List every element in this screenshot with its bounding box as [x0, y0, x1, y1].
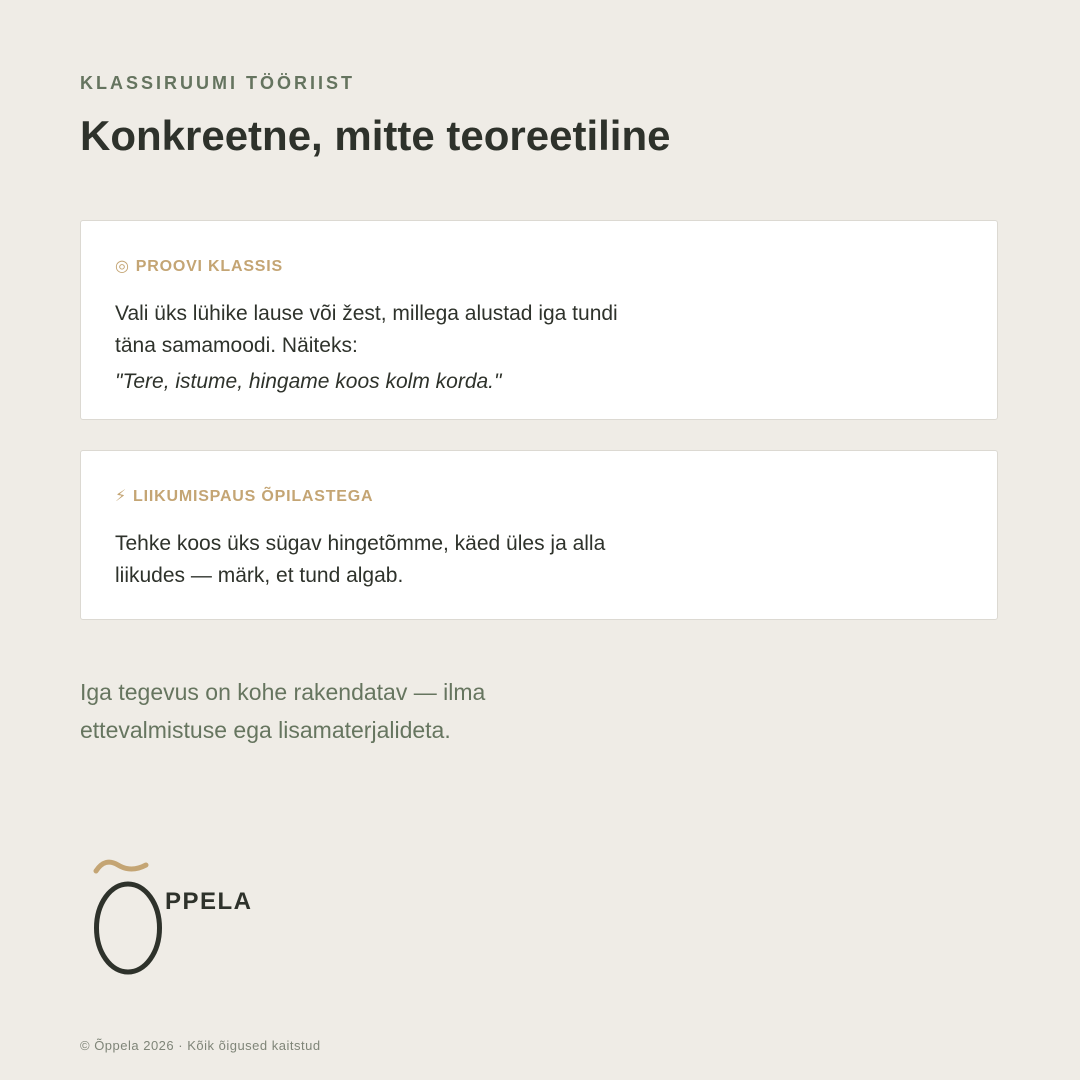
card-body-text: Vali üks lühike lause või žest, millega alustad iga tundi täna samamoodi. Näiteks: [115, 302, 618, 357]
lightning-icon: ⚡ [115, 488, 128, 505]
oppela-logo [93, 855, 263, 980]
card-label-try-in-class [115, 256, 283, 276]
target-icon: ◎ [115, 258, 130, 275]
logo-o-tilde-icon [93, 855, 173, 980]
card-label-text: PROOVI KLASSIS [135, 258, 283, 275]
card-label-text: LIIKUMISPAUS ÕPILASTEGA [133, 488, 374, 505]
card-label-movement-break [115, 486, 373, 506]
card-body-text: Tehke koos üks sügav hingetõmme, käed üles ja alla liikudes — märk, et tund algab. [115, 532, 606, 587]
try-in-class-card [80, 220, 998, 420]
summary-note: Iga tegevus on kohe rakendatav — ilma ettevalmistuse ega lisamaterjalideta. [80, 679, 486, 743]
eyebrow-label: KLASSIRUUMI TÖÖRIIST [80, 73, 355, 93]
logo-wordmark: PPELA [165, 888, 253, 915]
page-title: Konkreetne, mitte teoreetiline [80, 112, 671, 159]
footer-copyright: © Õppela 2026 · Kõik õigused kaitstud [80, 1038, 321, 1053]
movement-break-card [80, 450, 998, 620]
example-quote: "Tere, istume, hingame koos kolm korda." [115, 370, 502, 393]
